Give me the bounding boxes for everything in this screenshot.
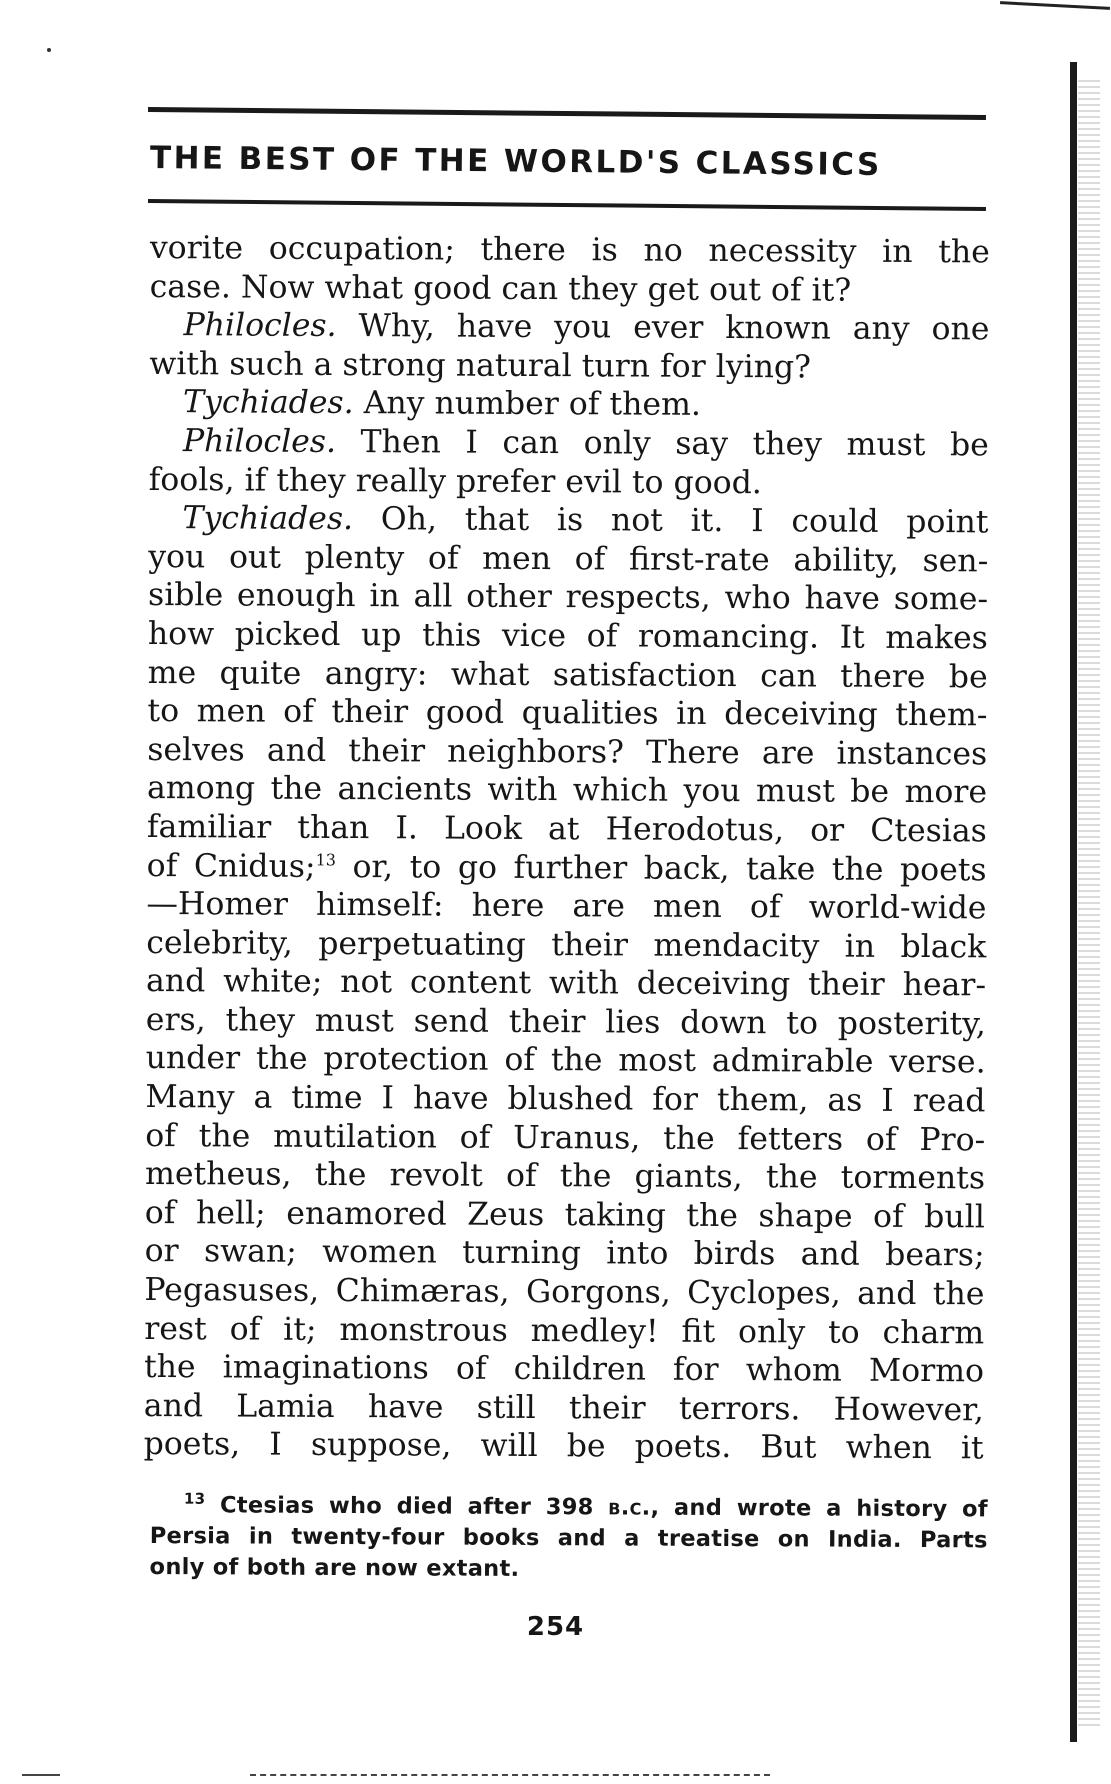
text-line: —Homer himself: here are men of world-wide bbox=[146, 886, 987, 927]
text-line: and Lamia have still their terrors. However, bbox=[143, 1387, 984, 1429]
page-number: 254 bbox=[526, 1612, 585, 1642]
scan-edge-mark bbox=[1000, 1, 1110, 10]
book-spine-shadow bbox=[1070, 62, 1077, 1742]
text-line: selves and their neighbors? There are instances bbox=[147, 731, 988, 773]
speech-text: Why, have you ever known any one bbox=[358, 308, 990, 348]
text-line: rest of it; monstrous medley! fit only to charm bbox=[144, 1310, 985, 1352]
text-line: sible enough in all other respects, who have some- bbox=[147, 577, 989, 618]
text-line bbox=[147, 846, 987, 889]
text-line: you out plenty of men of first-rate ability, sen- bbox=[148, 538, 989, 580]
footnote-line: Persia in twenty-four books and a treatise on India. Parts bbox=[149, 1522, 988, 1554]
text-line bbox=[149, 422, 989, 465]
text-line: Pegasuses, Chimæras, Gorgons, Cyclopes, and the bbox=[144, 1272, 985, 1313]
scan-edge-mark bbox=[250, 1774, 770, 1776]
body-text bbox=[144, 229, 990, 1468]
text-line: familiar than I. Look at Herodotus, or Ctesias bbox=[146, 808, 987, 850]
text-line: the imaginations of children for whom Mormo bbox=[143, 1349, 985, 1390]
text-line: of the mutilation of Uranus, the fetters of Pro- bbox=[145, 1117, 986, 1159]
scan-edge-mark bbox=[22, 1774, 60, 1776]
text-line: and white; not content with deceiving their hear- bbox=[145, 963, 987, 1004]
speech-text: Then I can only say they must be bbox=[360, 424, 989, 464]
footnote-ref: 13 bbox=[315, 849, 337, 869]
footnote bbox=[150, 1490, 988, 1587]
text-line bbox=[149, 306, 989, 349]
text-line: how picked up this vice of romancing. It makes bbox=[147, 615, 988, 657]
text-line: metheus, the revolt of the giants, the torments bbox=[144, 1156, 986, 1197]
text-line: poets, I suppose, will be poets. But when it bbox=[143, 1426, 984, 1467]
speech-text: Any number of them. bbox=[363, 385, 702, 424]
text-line bbox=[149, 383, 989, 426]
footnote-line: only of both are now extant. bbox=[149, 1553, 520, 1582]
text-line: under the protection of the most admirable verse. bbox=[145, 1040, 986, 1081]
text-line: of hell; enamored Zeus taking the shape of bull bbox=[144, 1194, 985, 1236]
text-line: me quite angry: what satisfaction can there be bbox=[147, 654, 988, 695]
footnote-text: , and wrote a history of bbox=[650, 1494, 988, 1523]
speech-text: Oh, that is not it. I could point bbox=[380, 501, 989, 541]
text-line: with such a strong natural turn for lying? bbox=[149, 345, 812, 386]
header-rule-bottom bbox=[148, 199, 986, 211]
text-line: fools, if they really prefer evil to good. bbox=[148, 461, 762, 501]
speaker-name: Philocles. bbox=[182, 423, 337, 460]
text-line: celebrity, perpetuating their mendacity in black bbox=[146, 924, 987, 966]
scan-speck bbox=[47, 48, 51, 52]
footnote-marker: 13 bbox=[183, 1489, 206, 1508]
text-line: case. Now what good can they get out of it? bbox=[149, 268, 852, 309]
text-line: among the ancients with which you must be more bbox=[146, 770, 988, 811]
text-line: to men of their good qualities in deceiving them- bbox=[147, 693, 988, 734]
running-head: THE BEST OF THE WORLD'S CLASSICS bbox=[149, 140, 882, 184]
speech-text: or, to go further back, take the poets bbox=[335, 848, 987, 888]
text-line: or swan; women turning into birds and bears; bbox=[144, 1233, 985, 1274]
footnote-era: b.c. bbox=[608, 1494, 651, 1521]
text-line: ers, they must send their lies down to posterity, bbox=[145, 1001, 986, 1043]
text-line: Many a time I have blushed for them, as I read bbox=[145, 1079, 986, 1120]
speaker-name: Tychiades. bbox=[182, 384, 354, 422]
footnote-text: Ctesias who died after 398 bbox=[219, 1492, 609, 1521]
speaker-name: Philocles. bbox=[183, 307, 337, 345]
speech-text: of Cnidus; bbox=[146, 847, 316, 885]
header-rule-top bbox=[148, 107, 986, 120]
speaker-name: Tychiades. bbox=[182, 500, 354, 538]
text-line bbox=[148, 499, 988, 542]
text-line: vorite occupation; there is no necessity in the bbox=[149, 229, 990, 271]
gutter-shading bbox=[1078, 80, 1100, 1730]
footnote-line bbox=[150, 1490, 988, 1525]
